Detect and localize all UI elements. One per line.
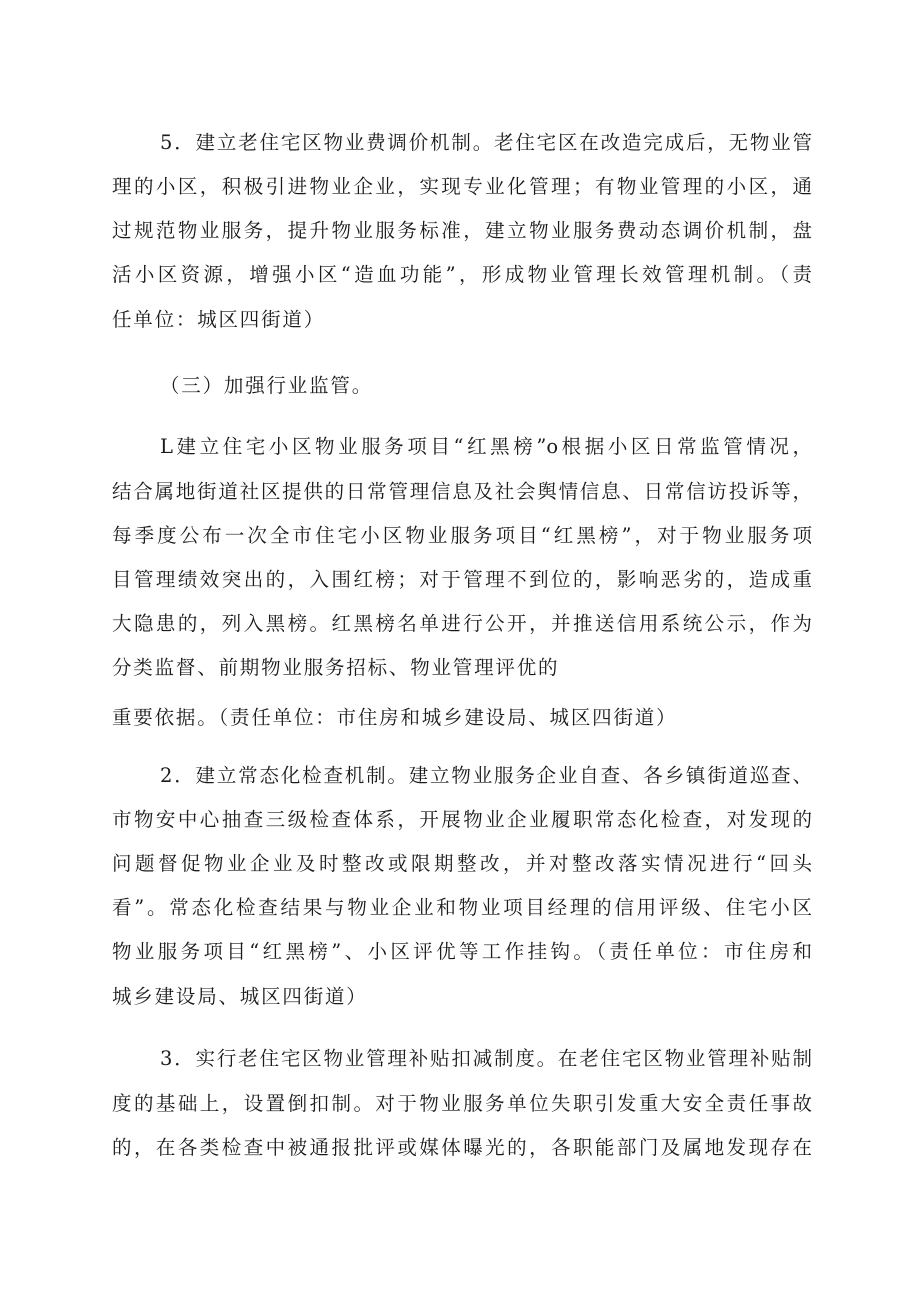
text-line: L建立住宅小区物业服务项目“红黑榜”o根据小区日常监管情况，	[160, 435, 812, 458]
text-line: 任单位：城区四街道）	[112, 308, 326, 331]
text-line: 看”。常态化检查结果与物业企业和物业项目经理的信用评级、住宅小区	[112, 896, 812, 919]
text-line: 结合属地街道社区提供的日常管理信息及社会舆情信息、日常信访投诉等，	[112, 480, 812, 503]
text-line: 重要依据。（责任单位：市住房和城乡建设局、城区四街道）	[112, 706, 678, 729]
text-line: 每季度公布一次全市住宅小区物业服务项目“红黑榜”，对于物业服务项	[112, 524, 812, 547]
text-line: 过规范物业服务，提升物业服务标准，建立物业服务费动态调价机制，盘	[112, 219, 812, 242]
text-line: 3．实行老住宅区物业管理补贴扣减制度。在老住宅区物业管理补贴制	[160, 1047, 812, 1070]
text-line: 2．建立常态化检查机制。建立物业服务企业自查、各乡镇街道巡查、	[160, 764, 812, 787]
text-line: 度的基础上，设置倒扣制。对于物业服务单位失职引发重大安全责任事故	[112, 1092, 812, 1115]
heading-text: （三）加强行业监管。	[160, 374, 374, 397]
text-line: 城乡建设局、城区四街道）	[112, 985, 368, 1008]
text-line: 大隐患的，列入黑榜。红黑榜名单进行公开，并推送信用系统公示，作为	[112, 612, 812, 635]
text-line: 问题督促物业企业及时整改或限期整改，并对整改落实情况进行“回头	[112, 852, 812, 875]
text-line: 目管理绩效突出的，入围红榜；对于管理不到位的，影响恶劣的，造成重	[112, 568, 812, 591]
text-line: 分类监督、前期物业服务招标、物业管理评优的	[112, 656, 560, 679]
text-line: 理的小区，积极引进物业企业，实现专业化管理；有物业管理的小区，通	[112, 175, 812, 198]
text-line: 物业服务项目“红黑榜”、小区评优等工作挂钩。（责任单位：市住房和	[112, 940, 812, 963]
text-line: 市物安中心抽查三级检查体系，开展物业企业履职常态化检查，对发现的	[112, 808, 812, 831]
text-line: 活小区资源，增强小区“造血功能”，形成物业管理长效管理机制。（责	[112, 263, 812, 286]
text-line: 的，在各类检查中被通报批评或媒体曝光的，各职能部门及属地发现存在	[112, 1136, 812, 1159]
text-line: 5．建立老住宅区物业费调价机制。老住宅区在改造完成后，无物业管	[160, 131, 812, 154]
